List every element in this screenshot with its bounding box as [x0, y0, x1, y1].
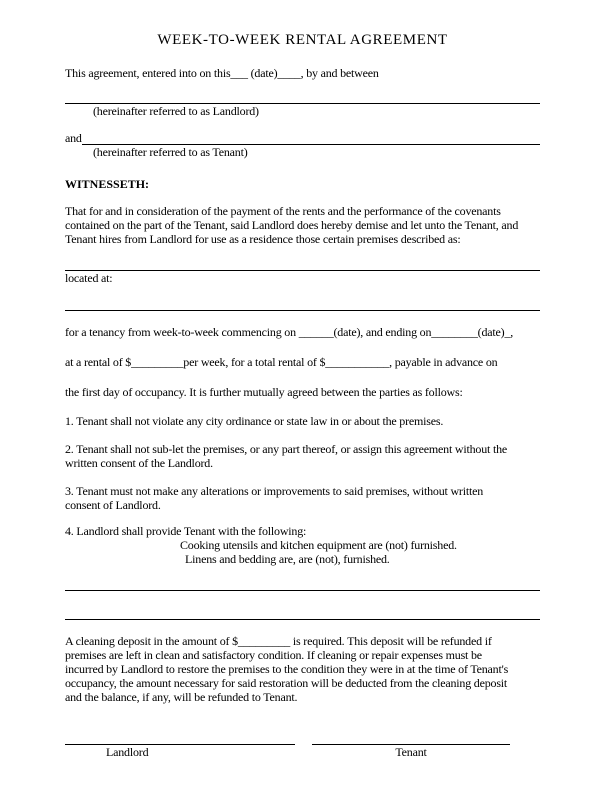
- blank-fill-line-2: [65, 619, 540, 620]
- deposit-line-2: premises are left in clean and satisfactory condition. If cleaning or repair expenses must be: [65, 648, 482, 662]
- witnesseth-line-2: contained on the part of the Tenant, said Landlord does hereby demise and let unto the Tenant, and: [65, 218, 519, 232]
- tenancy-line-1: for a tenancy from week-to-week commencing on ______(date), and ending on________(date)_,: [65, 325, 514, 339]
- witnesseth-line-3: Tenant hires from Landlord for use as a residence those certain premises described as:: [65, 232, 461, 246]
- tenant-hereinafter-label: (hereinafter referred to as Tenant): [93, 145, 248, 159]
- deposit-line-1: A cleaning deposit in the amount of $_________ is required. This deposit will be refunded if: [65, 634, 492, 648]
- clause-4-heading: 4. Landlord shall provide Tenant with the following:: [65, 524, 307, 538]
- clause-2-line-2: written consent of the Landlord.: [65, 456, 213, 470]
- address-fill-line: [65, 310, 540, 311]
- witnesseth-paragraph: [65, 204, 540, 246]
- blank-fill-line-1: [65, 590, 540, 591]
- landlord-signature-label: Landlord: [106, 745, 149, 759]
- and-row: [65, 131, 540, 145]
- clause-3-line-1: 3. Tenant must not make any alterations or improvements to said premises, without written: [65, 484, 484, 498]
- clause-3-line-2: consent of Landlord.: [65, 498, 161, 512]
- deposit-line-5: and the balance, if any, will be refunded to Tenant.: [65, 690, 298, 704]
- tenant-signature-block: [312, 744, 510, 760]
- deposit-line-4: occupancy, the amount necessary for said restoration will be deducted from the cleaning deposit: [65, 676, 508, 690]
- deposit-line-3: incurred by Landlord to restore the premises to the condition they were in at the time of Tenant's: [65, 662, 509, 676]
- tenant-name-fill-line: [82, 131, 540, 145]
- clause-2-line-1: 2. Tenant shall not sub-let the premises, or any part thereof, or assign this agreement without the: [65, 442, 508, 456]
- clause-3: [65, 484, 540, 512]
- clause-1: 1. Tenant shall not violate any city ordinance or state law in or about the premises.: [65, 414, 444, 428]
- tenancy-line-3: the first day of occupancy. It is further mutually agreed between the parties as follows:: [65, 385, 463, 399]
- signature-spacer: [295, 744, 312, 760]
- clause-4-item-cooking: Cooking utensils and kitchen equipment are (not) furnished.: [180, 538, 457, 552]
- signature-row: [65, 744, 540, 760]
- tenancy-line-2: at a rental of $_________per week, for a total rental of $___________, payable in advance on: [65, 355, 498, 369]
- landlord-hereinafter-label: (hereinafter referred to as Landlord): [93, 104, 259, 118]
- deposit-paragraph: [65, 634, 540, 704]
- clause-4: [65, 524, 540, 566]
- clause-2: [65, 442, 540, 470]
- page-title: WEEK-TO-WEEK RENTAL AGREEMENT: [157, 32, 448, 48]
- located-at-label: located at:: [65, 271, 113, 285]
- and-word: and: [65, 131, 82, 145]
- witnesseth-heading: WITNESSETH:: [65, 177, 150, 191]
- landlord-signature-block: [65, 744, 295, 760]
- intro-opening-text: This agreement, entered into on this___ (date)____, by and between: [65, 66, 379, 80]
- clause-4-item-linens: Linens and bedding are, are (not), furnished.: [185, 552, 390, 566]
- witnesseth-line-1: That for and in consideration of the payment of the rents and the performance of the covenants: [65, 204, 501, 218]
- tenant-signature-label: Tenant: [395, 745, 427, 759]
